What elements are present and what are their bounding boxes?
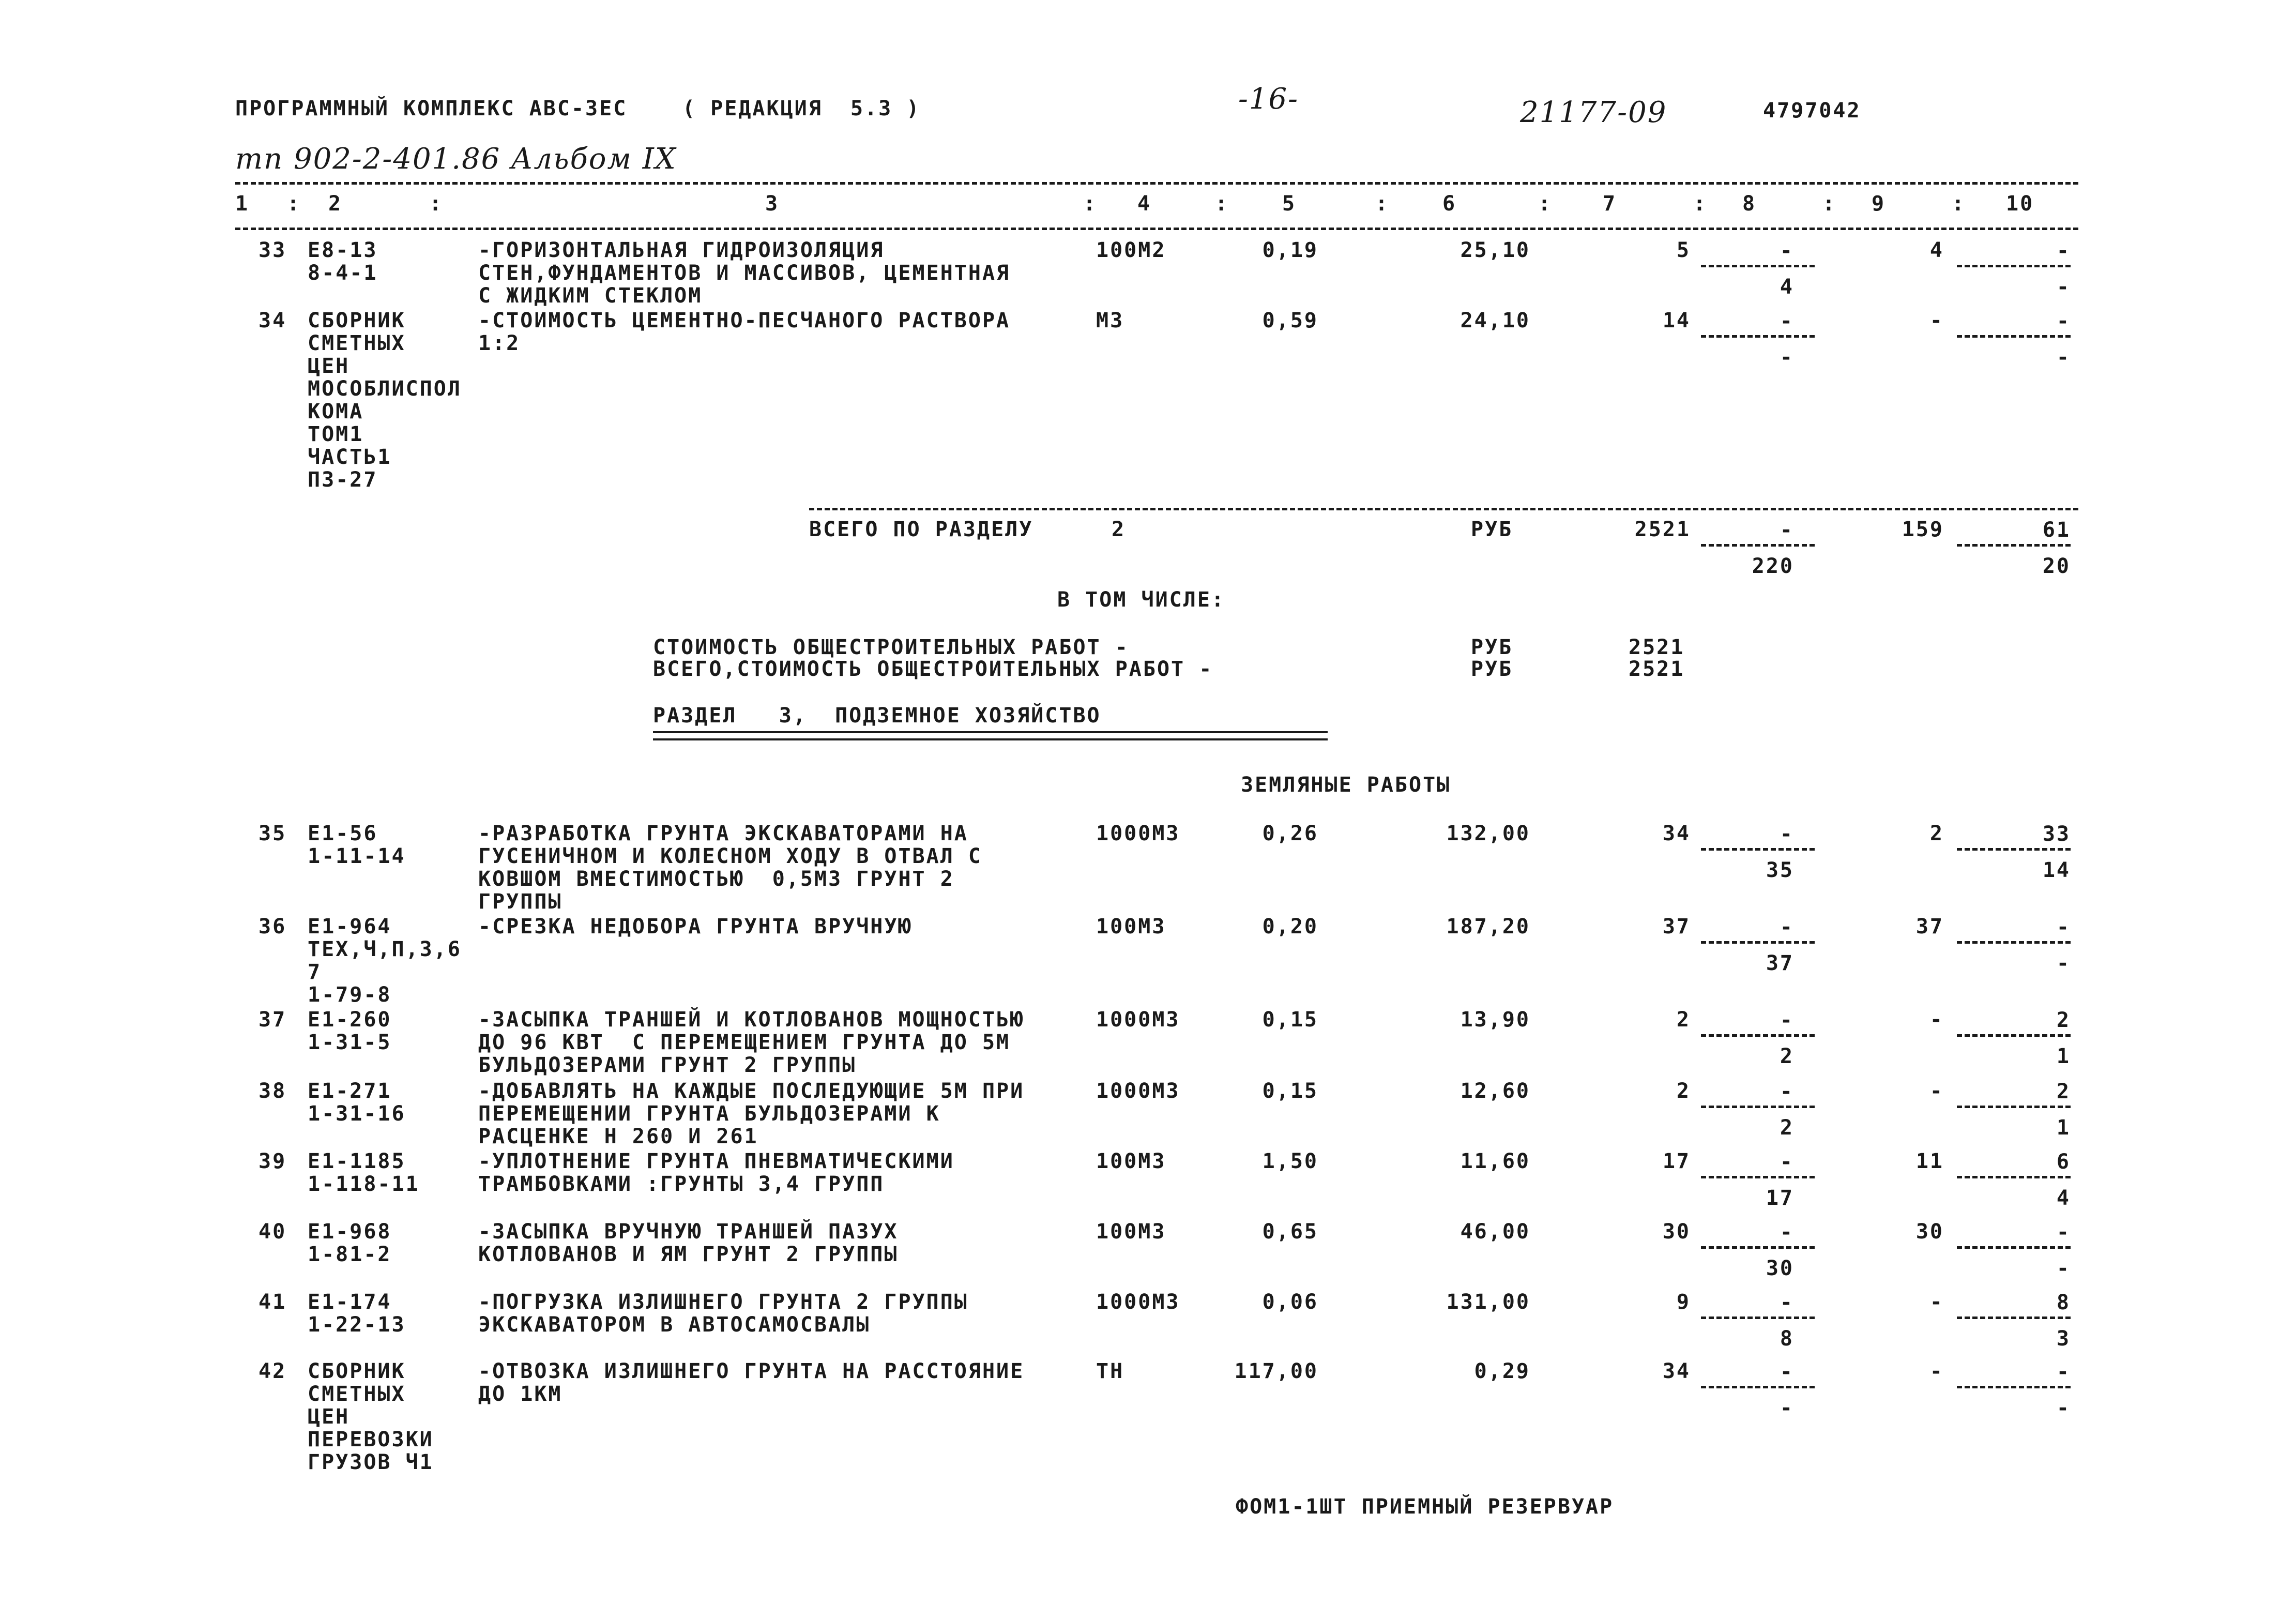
subsection-title: ЗЕМЛЯНЫЕ РАБОТЫ — [1241, 773, 1451, 797]
page-number: -16- — [1238, 82, 1299, 116]
quantity: 1,50 — [1262, 1149, 1318, 1173]
column-header-2: 2 — [328, 192, 343, 216]
row-number: 42 — [259, 1359, 287, 1383]
rate-code: 1-79-8 — [308, 983, 392, 1007]
row-number: 41 — [259, 1290, 287, 1314]
column-separator: : — [1538, 192, 1553, 216]
col9-value: - — [1929, 1359, 1944, 1383]
total-cost: 14 — [1662, 309, 1691, 332]
rate-code: 1-31-5 — [308, 1031, 392, 1054]
album-reference: тп 902-2-401.86 Альбом IX — [235, 142, 677, 176]
quantity: 0,20 — [1262, 915, 1318, 939]
rate-code: ЦЕН — [308, 354, 350, 378]
column-header-4: 4 — [1137, 192, 1152, 216]
rate-code: КОМА — [308, 400, 364, 423]
work-description: ГРУППЫ — [478, 890, 562, 914]
col9-value: 37 — [1915, 915, 1944, 939]
col9-value: - — [1929, 1008, 1944, 1032]
rate-code: ГРУЗОВ Ч1 — [308, 1450, 434, 1474]
total-cost: 30 — [1662, 1220, 1691, 1244]
summary-value-2: 2521 — [1629, 657, 1685, 681]
unit-of-measure: 1000М3 — [1096, 1008, 1180, 1032]
work-description: -ПОГРУЗКА ИЗЛИШНЕГО ГРУНТА 2 ГРУППЫ — [478, 1290, 968, 1314]
edition-label: ( РЕДАКЦИЯ 5.3 ) — [682, 97, 921, 120]
rate-code: Е1-968 — [308, 1220, 392, 1244]
work-description: -ЗАСЫПКА ТРАНШЕЙ И КОТЛОВАНОВ МОЩНОСТЬЮ — [478, 1008, 1025, 1032]
column-separator: : — [1822, 192, 1837, 216]
column-separator: : — [1952, 192, 1966, 216]
work-description: -СРЕЗКА НЕДОБОРА ГРУНТА ВРУЧНУЮ — [478, 915, 913, 939]
unit-price: 12,60 — [1460, 1079, 1530, 1103]
unit-price: 187,20 — [1446, 915, 1530, 939]
unit-price: 13,90 — [1460, 1008, 1530, 1032]
work-description: БУЛЬДОЗЕРАМИ ГРУНТ 2 ГРУППЫ — [478, 1053, 857, 1077]
rate-code: 1-31-16 — [308, 1102, 406, 1126]
rate-code: ПЕРЕВОЗКИ — [308, 1428, 434, 1451]
section-total-value: 2521 — [1634, 518, 1691, 541]
rate-code: Е1-271 — [308, 1079, 392, 1103]
column-header-7: 7 — [1603, 192, 1617, 216]
rate-code: 7 — [308, 960, 322, 984]
rate-code: ЧАСТЬ1 — [308, 445, 392, 469]
unit-of-measure: М3 — [1096, 309, 1124, 332]
unit-price: 25,10 — [1460, 238, 1530, 262]
col9-value: - — [1929, 309, 1944, 332]
column-header-1: 1 — [235, 192, 250, 216]
rate-code: 8-4-1 — [308, 261, 378, 285]
row-number: 40 — [259, 1220, 287, 1244]
work-description: ПЕРЕМЕЩЕНИИ ГРУНТА БУЛЬДОЗЕРАМИ К — [478, 1102, 940, 1126]
rate-code: ЦЕН — [308, 1405, 350, 1429]
column-separator: : — [429, 192, 444, 216]
rate-code: МОСОБЛИСПОЛ — [308, 377, 462, 401]
rate-code: ТОМ1 — [308, 422, 364, 446]
row-number: 38 — [259, 1079, 287, 1103]
header-bottom-rule — [235, 228, 2078, 230]
rate-code: Е1-964 — [308, 915, 392, 939]
summary-value-1: 2521 — [1629, 636, 1685, 659]
section-3-title: РАЗДЕЛ 3, ПОДЗЕМНОЕ ХОЗЯЙСТВО — [653, 704, 1101, 728]
document-number: 4797042 — [1763, 99, 1861, 123]
column-header-9: 9 — [1872, 192, 1886, 216]
total-cost: 5 — [1676, 238, 1691, 262]
document-code: 21177-09 — [1520, 96, 1667, 129]
unit-of-measure: 100М3 — [1096, 1149, 1166, 1173]
rate-code: ТЕХ,Ч,П,3,6 — [308, 937, 462, 961]
program-title: ПРОГРАММНЫЙ КОМПЛЕКС АВС-3ЕС — [235, 97, 628, 120]
total-cost: 9 — [1676, 1290, 1691, 1314]
rate-code: Е1-174 — [308, 1290, 392, 1314]
unit-of-measure: 1000М3 — [1096, 1079, 1180, 1103]
unit-price: 11,60 — [1460, 1149, 1530, 1173]
work-description: ГУСЕНИЧНОМ И КОЛЕСНОМ ХОДУ В ОТВАЛ С — [478, 844, 982, 868]
unit-of-measure: 1000М3 — [1096, 1290, 1180, 1314]
summary-unit-2: РУБ — [1471, 657, 1513, 681]
work-description: ЭКСКАВАТОРОМ В АВТОСАМОСВАЛЫ — [478, 1313, 871, 1337]
work-description: С ЖИДКИМ СТЕКЛОМ — [478, 284, 703, 308]
column-separator: : — [287, 192, 301, 216]
col9-value: - — [1929, 1290, 1944, 1314]
including-label: В ТОМ ЧИСЛЕ: — [1057, 588, 1225, 612]
col9-value: - — [1929, 1079, 1944, 1103]
rate-code: 1-11-14 — [308, 844, 406, 868]
rate-code: СМЕТНЫХ — [308, 1382, 406, 1406]
section-total-unit: РУБ — [1471, 518, 1513, 541]
total-cost: 34 — [1662, 822, 1691, 845]
work-description: -ЗАСЫПКА ВРУЧНУЮ ТРАНШЕЙ ПАЗУХ — [478, 1220, 899, 1244]
work-description: ДО 1КМ — [478, 1382, 562, 1406]
unit-price: 131,00 — [1446, 1290, 1530, 1314]
work-description: -УПЛОТНЕНИЕ ГРУНТА ПНЕВМАТИЧЕСКИМИ — [478, 1149, 954, 1173]
quantity: 0,15 — [1262, 1008, 1318, 1032]
work-description: -ОТВОЗКА ИЗЛИШНЕГО ГРУНТА НА РАССТОЯНИЕ — [478, 1359, 1025, 1383]
quantity: 0,19 — [1262, 238, 1318, 262]
work-description: СТЕН,ФУНДАМЕНТОВ И МАССИВОВ, ЦЕМЕНТНАЯ — [478, 261, 1011, 285]
section-total-section: 2 — [1112, 518, 1126, 541]
quantity: 0,26 — [1262, 822, 1318, 845]
row-number: 37 — [259, 1008, 287, 1032]
col9-value: 4 — [1929, 238, 1944, 262]
col9-value: 2 — [1929, 822, 1944, 845]
row-number: 33 — [259, 238, 287, 262]
quantity: 117,00 — [1234, 1359, 1318, 1383]
work-description: -ГОРИЗОНТАЛЬНАЯ ГИДРОИЗОЛЯЦИЯ — [478, 238, 885, 262]
unit-price: 24,10 — [1460, 309, 1530, 332]
total-cost: 2 — [1676, 1008, 1691, 1032]
work-description: -ДОБАВЛЯТЬ НА КАЖДЫЕ ПОСЛЕДУЮЩИЕ 5М ПРИ — [478, 1079, 1025, 1103]
quantity: 0,65 — [1262, 1220, 1318, 1244]
unit-of-measure: ТН — [1096, 1359, 1124, 1383]
work-description: 1:2 — [478, 331, 521, 355]
row-number: 36 — [259, 915, 287, 939]
row-number: 35 — [259, 822, 287, 845]
column-separator: : — [1083, 192, 1098, 216]
section-total-label: ВСЕГО ПО РАЗДЕЛУ — [809, 518, 1033, 541]
work-description: КОТЛОВАНОВ И ЯМ ГРУНТ 2 ГРУППЫ — [478, 1243, 899, 1266]
column-separator: : — [1693, 192, 1708, 216]
footer-note: ФОМ1-1ШТ ПРИЕМНЫЙ РЕЗЕРВУАР — [1236, 1495, 1614, 1519]
column-header-3: 3 — [765, 192, 780, 216]
quantity: 0,06 — [1262, 1290, 1318, 1314]
work-description: ТРАМБОВКАМИ :ГРУНТЫ 3,4 ГРУПП — [478, 1172, 885, 1196]
work-description: -РАЗРАБОТКА ГРУНТА ЭКСКАВАТОРАМИ НА — [478, 822, 968, 845]
total-cost: 2 — [1676, 1079, 1691, 1103]
work-description: КОВШОМ ВМЕСТИМОСТЬЮ 0,5М3 ГРУНТ 2 — [478, 867, 954, 891]
row-number: 39 — [259, 1149, 287, 1173]
section-total-rule — [809, 508, 2078, 510]
work-description: -СТОИМОСТЬ ЦЕМЕНТНО-ПЕСЧАНОГО РАСТВОРА — [478, 309, 1011, 332]
col9-value: 30 — [1915, 1220, 1944, 1244]
work-description: РАСЦЕНКЕ Н 260 И 261 — [478, 1125, 758, 1148]
section-total-col9: 159 — [1902, 518, 1944, 541]
column-header-10: 10 — [2006, 192, 2034, 216]
unit-of-measure: 100М3 — [1096, 915, 1166, 939]
rate-code: СМЕТНЫХ — [308, 331, 406, 355]
rate-code: П3-27 — [308, 468, 378, 492]
column-header-5: 5 — [1282, 192, 1297, 216]
rate-code: 1-81-2 — [308, 1243, 392, 1266]
column-separator: : — [1215, 192, 1229, 216]
column-header-6: 6 — [1442, 192, 1457, 216]
section-3-underline — [653, 731, 1328, 740]
unit-of-measure: 100М2 — [1096, 238, 1166, 262]
rate-code: 1-118-11 — [308, 1172, 420, 1196]
header-top-rule — [235, 182, 2078, 185]
total-cost: 37 — [1662, 915, 1691, 939]
row-number: 34 — [259, 309, 287, 332]
total-cost: 17 — [1662, 1149, 1691, 1173]
summary-label-1: СТОИМОСТЬ ОБЩЕСТРОИТЕЛЬНЫХ РАБОТ - — [653, 636, 1129, 659]
col9-value: 11 — [1915, 1149, 1944, 1173]
summary-unit-1: РУБ — [1471, 636, 1513, 659]
rate-code: СБОРНИК — [308, 1359, 406, 1383]
rate-code: Е1-260 — [308, 1008, 392, 1032]
quantity: 0,59 — [1262, 309, 1318, 332]
quantity: 0,15 — [1262, 1079, 1318, 1103]
unit-price: 46,00 — [1460, 1220, 1530, 1244]
unit-of-measure: 100М3 — [1096, 1220, 1166, 1244]
rate-code: СБОРНИК — [308, 309, 406, 332]
column-header-8: 8 — [1742, 192, 1757, 216]
work-description: ДО 96 КВТ С ПЕРЕМЕЩЕНИЕМ ГРУНТА ДО 5М — [478, 1031, 1011, 1054]
rate-code: Е8-13 — [308, 238, 378, 262]
rate-code: Е1-1185 — [308, 1149, 406, 1173]
rate-code: 1-22-13 — [308, 1313, 406, 1337]
summary-label-2: ВСЕГО,СТОИМОСТЬ ОБЩЕСТРОИТЕЛЬНЫХ РАБОТ - — [653, 657, 1213, 681]
column-separator: : — [1375, 192, 1390, 216]
total-cost: 34 — [1662, 1359, 1691, 1383]
rate-code: Е1-56 — [308, 822, 378, 845]
unit-price: 132,00 — [1446, 822, 1530, 845]
unit-price: 0,29 — [1474, 1359, 1530, 1383]
unit-of-measure: 1000М3 — [1096, 822, 1180, 845]
